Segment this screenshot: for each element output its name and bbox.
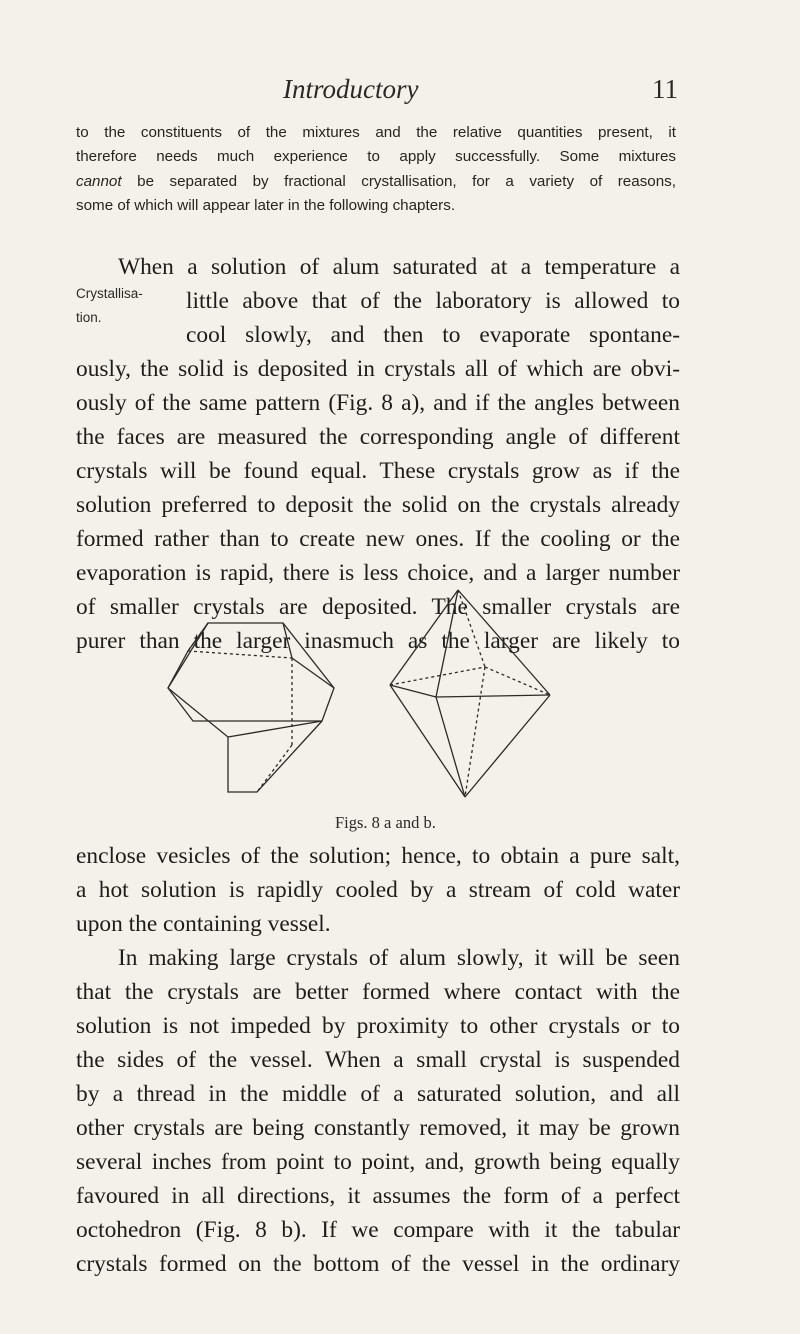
figure-8b-octahedron (390, 590, 550, 797)
figure-caption: Figs. 8 a and b. (335, 813, 436, 832)
intro-small-paragraph (76, 121, 676, 218)
margin-note-line-1: Crystallisa- (76, 286, 143, 301)
figure-8a-alum-crystal (168, 623, 334, 792)
para2-line: a hot solution is rapidly cooled by a stream of cold water (76, 877, 680, 903)
para3-line: other crystals are being constantly removed, it may be grown (76, 1115, 680, 1141)
small-line-2: therefore needs much experience to apply successfully. Some mixtures (76, 148, 676, 166)
para1-line: crystals will be found equal. These crystals grow as if the (76, 458, 680, 484)
para1-line: evaporation is rapid, there is less choice, and a larger number (76, 560, 680, 586)
para2-line: enclose vesicles of the solution; hence, to obtain a pure salt, (76, 843, 680, 869)
para3-line: crystals formed on the bottom of the vessel in the ordinary (76, 1251, 680, 1277)
para3-line: that the crystals are better formed where contact with the (76, 979, 680, 1005)
para1-line: of smaller crystals are deposited. The smaller crystals are (76, 594, 680, 620)
para1-line: ously, the solid is deposited in crystals all of which are obvi- (76, 356, 680, 382)
para1-line: When a solution of alum saturated at a temperature a (118, 254, 680, 280)
para3-line: several inches from point to point, and, growth being equally (76, 1149, 680, 1175)
para1-line: formed rather than to create new ones. If the cooling or the (76, 526, 680, 552)
small-line-3: cannot be separated by fractional crystallisation, for a variety of reasons, (76, 172, 676, 190)
para3-line: solution is not impeded by proximity to other crystals or to (76, 1013, 680, 1039)
small-line-4: some of which will appear later in the following chapters. (76, 196, 456, 214)
running-header-title: Introductory (283, 74, 419, 104)
para3-line: In making large crystals of alum slowly, it will be seen (118, 945, 680, 971)
para2-line: upon the containing vessel. (76, 911, 331, 937)
margin-note-line-2: tion. (76, 310, 102, 325)
para3-line: octohedron (Fig. 8 b). If we compare with it the tabular (76, 1217, 680, 1243)
paragraph-large-crystals (76, 941, 680, 1281)
para3-line: by a thread in the middle of a saturated solution, and all (76, 1081, 680, 1107)
crystal-figures (140, 585, 560, 815)
paragraph-enclose-vesicles (76, 839, 680, 941)
para3-line: favoured in all directions, it assumes the form of a perfect (76, 1183, 680, 1209)
emphasis-cannot: cannot (76, 172, 122, 190)
para1-line: cool slowly, and then to evaporate spontane- (186, 322, 680, 348)
para3-line: the sides of the vessel. When a small crystal is suspended (76, 1047, 680, 1073)
page-number: 11 (652, 74, 678, 104)
para1-line: the faces are measured the corresponding angle of different (76, 424, 680, 450)
para1-line: purer than the larger inasmuch as the larger are likely to (76, 628, 680, 654)
para1-line: ously of the same pattern (Fig. 8 a), and if the angles between (76, 390, 680, 416)
small-line-1: to the constituents of the mixtures and the relative quantities present, it (76, 124, 676, 141)
para1-line: little above that of the laboratory is allowed to (186, 288, 680, 314)
para1-line: solution preferred to deposit the solid on the crystals already (76, 492, 680, 518)
